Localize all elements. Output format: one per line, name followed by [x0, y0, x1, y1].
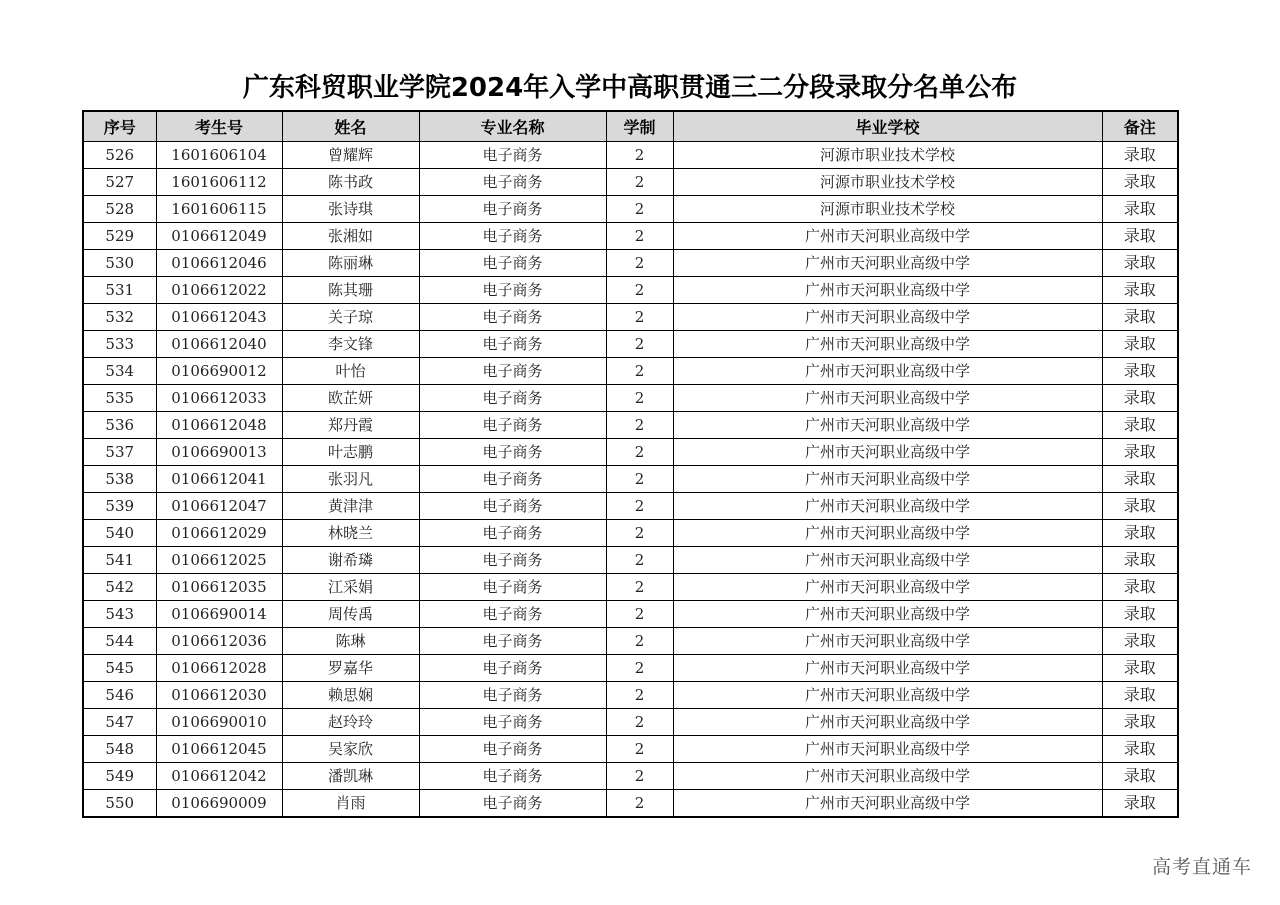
cell-name: 林晓兰: [282, 520, 419, 547]
cell-exam-no: 0106612042: [156, 763, 282, 790]
cell-years: 2: [606, 304, 673, 331]
cell-name: 叶怡: [282, 358, 419, 385]
cell-years: 2: [606, 574, 673, 601]
cell-seq: 539: [83, 493, 156, 520]
cell-seq: 538: [83, 466, 156, 493]
cell-seq: 547: [83, 709, 156, 736]
table-row: [83, 736, 1178, 763]
cell-seq: 544: [83, 628, 156, 655]
cell-name: 陈丽琳: [282, 250, 419, 277]
cell-school: 广州市天河职业高级中学: [673, 736, 1102, 763]
table-row: [83, 277, 1178, 304]
cell-note: 录取: [1102, 736, 1178, 763]
cell-note: 录取: [1102, 223, 1178, 250]
cell-name: 赖思娴: [282, 682, 419, 709]
cell-exam-no: 0106690014: [156, 601, 282, 628]
table-row: [83, 223, 1178, 250]
cell-exam-no: 0106612040: [156, 331, 282, 358]
cell-seq: 534: [83, 358, 156, 385]
cell-major: 电子商务: [419, 682, 606, 709]
cell-exam-no: 0106690009: [156, 790, 282, 818]
cell-seq: 548: [83, 736, 156, 763]
cell-note: 录取: [1102, 250, 1178, 277]
cell-seq: 530: [83, 250, 156, 277]
table-body: [83, 142, 1178, 818]
cell-years: 2: [606, 277, 673, 304]
cell-seq: 531: [83, 277, 156, 304]
cell-note: 录取: [1102, 601, 1178, 628]
cell-seq: 541: [83, 547, 156, 574]
cell-note: 录取: [1102, 142, 1178, 169]
table-row: [83, 574, 1178, 601]
cell-major: 电子商务: [419, 547, 606, 574]
table-row: [83, 493, 1178, 520]
cell-school: 河源市职业技术学校: [673, 169, 1102, 196]
table-row: [83, 790, 1178, 818]
cell-school: 河源市职业技术学校: [673, 196, 1102, 223]
cell-seq: 526: [83, 142, 156, 169]
column-header-note: 备注: [1102, 111, 1178, 142]
cell-years: 2: [606, 790, 673, 818]
cell-years: 2: [606, 412, 673, 439]
cell-seq: 532: [83, 304, 156, 331]
cell-major: 电子商务: [419, 331, 606, 358]
cell-years: 2: [606, 142, 673, 169]
cell-exam-no: 0106612035: [156, 574, 282, 601]
cell-seq: 550: [83, 790, 156, 818]
cell-school: 广州市天河职业高级中学: [673, 466, 1102, 493]
cell-exam-no: 0106612048: [156, 412, 282, 439]
table-row: [83, 547, 1178, 574]
cell-major: 电子商务: [419, 385, 606, 412]
cell-major: 电子商务: [419, 304, 606, 331]
cell-seq: 536: [83, 412, 156, 439]
cell-exam-no: 0106612046: [156, 250, 282, 277]
cell-note: 录取: [1102, 655, 1178, 682]
cell-school: 广州市天河职业高级中学: [673, 385, 1102, 412]
cell-note: 录取: [1102, 547, 1178, 574]
cell-years: 2: [606, 682, 673, 709]
cell-name: 黄津津: [282, 493, 419, 520]
admission-list-table: [82, 110, 1179, 818]
cell-major: 电子商务: [419, 196, 606, 223]
cell-note: 录取: [1102, 385, 1178, 412]
cell-exam-no: 0106612029: [156, 520, 282, 547]
cell-note: 录取: [1102, 574, 1178, 601]
table-row: [83, 358, 1178, 385]
cell-note: 录取: [1102, 790, 1178, 818]
cell-seq: 542: [83, 574, 156, 601]
cell-exam-no: 1601606104: [156, 142, 282, 169]
cell-major: 电子商务: [419, 466, 606, 493]
cell-school: 广州市天河职业高级中学: [673, 304, 1102, 331]
table-row: [83, 655, 1178, 682]
cell-name: 张羽凡: [282, 466, 419, 493]
cell-exam-no: 0106612041: [156, 466, 282, 493]
cell-years: 2: [606, 601, 673, 628]
cell-note: 录取: [1102, 466, 1178, 493]
cell-years: 2: [606, 709, 673, 736]
cell-name: 陈其珊: [282, 277, 419, 304]
cell-note: 录取: [1102, 169, 1178, 196]
cell-school: 广州市天河职业高级中学: [673, 412, 1102, 439]
cell-school: 广州市天河职业高级中学: [673, 655, 1102, 682]
table-row: [83, 439, 1178, 466]
cell-school: 广州市天河职业高级中学: [673, 709, 1102, 736]
cell-major: 电子商务: [419, 250, 606, 277]
cell-name: 张湘如: [282, 223, 419, 250]
cell-exam-no: 1601606115: [156, 196, 282, 223]
cell-years: 2: [606, 439, 673, 466]
watermark: 高考直通车: [1151, 856, 1252, 878]
cell-exam-no: 0106690013: [156, 439, 282, 466]
cell-exam-no: 0106612047: [156, 493, 282, 520]
table-row: [83, 196, 1178, 223]
cell-note: 录取: [1102, 628, 1178, 655]
cell-note: 录取: [1102, 304, 1178, 331]
cell-name: 陈琳: [282, 628, 419, 655]
cell-major: 电子商务: [419, 223, 606, 250]
cell-school: 广州市天河职业高级中学: [673, 277, 1102, 304]
cell-years: 2: [606, 466, 673, 493]
cell-name: 吴家欣: [282, 736, 419, 763]
document-title: 广东科贸职业学院2024年入学中高职贯通三二分段录取分名单公布: [242, 73, 1018, 103]
cell-years: 2: [606, 223, 673, 250]
cell-note: 录取: [1102, 682, 1178, 709]
cell-name: 叶志鹏: [282, 439, 419, 466]
cell-note: 录取: [1102, 520, 1178, 547]
cell-major: 电子商务: [419, 763, 606, 790]
cell-years: 2: [606, 385, 673, 412]
cell-seq: 549: [83, 763, 156, 790]
table-row: [83, 385, 1178, 412]
cell-note: 录取: [1102, 709, 1178, 736]
cell-school: 广州市天河职业高级中学: [673, 790, 1102, 818]
cell-years: 2: [606, 763, 673, 790]
cell-exam-no: 0106612022: [156, 277, 282, 304]
cell-name: 李文锋: [282, 331, 419, 358]
cell-years: 2: [606, 196, 673, 223]
cell-exam-no: 0106612045: [156, 736, 282, 763]
table-row: [83, 142, 1178, 169]
cell-exam-no: 0106612049: [156, 223, 282, 250]
cell-major: 电子商务: [419, 655, 606, 682]
cell-note: 录取: [1102, 358, 1178, 385]
table-row: [83, 709, 1178, 736]
cell-note: 录取: [1102, 196, 1178, 223]
cell-years: 2: [606, 493, 673, 520]
column-header-major: 专业名称: [419, 111, 606, 142]
cell-school: 广州市天河职业高级中学: [673, 763, 1102, 790]
cell-note: 录取: [1102, 331, 1178, 358]
cell-seq: 529: [83, 223, 156, 250]
cell-major: 电子商务: [419, 520, 606, 547]
cell-years: 2: [606, 169, 673, 196]
cell-school: 广州市天河职业高级中学: [673, 547, 1102, 574]
cell-name: 郑丹霞: [282, 412, 419, 439]
cell-major: 电子商务: [419, 574, 606, 601]
table-row: [83, 304, 1178, 331]
cell-school: 广州市天河职业高级中学: [673, 574, 1102, 601]
cell-years: 2: [606, 250, 673, 277]
cell-school: 广州市天河职业高级中学: [673, 223, 1102, 250]
cell-school: 广州市天河职业高级中学: [673, 358, 1102, 385]
cell-exam-no: 0106690010: [156, 709, 282, 736]
cell-major: 电子商务: [419, 628, 606, 655]
cell-note: 录取: [1102, 493, 1178, 520]
cell-exam-no: 0106612043: [156, 304, 282, 331]
cell-seq: 537: [83, 439, 156, 466]
cell-seq: 535: [83, 385, 156, 412]
cell-seq: 540: [83, 520, 156, 547]
table-row: [83, 763, 1178, 790]
cell-years: 2: [606, 628, 673, 655]
cell-years: 2: [606, 736, 673, 763]
cell-major: 电子商务: [419, 601, 606, 628]
table-row: [83, 250, 1178, 277]
cell-note: 录取: [1102, 277, 1178, 304]
cell-name: 潘凯琳: [282, 763, 419, 790]
cell-name: 张诗琪: [282, 196, 419, 223]
column-header-school: 毕业学校: [673, 111, 1102, 142]
cell-seq: 543: [83, 601, 156, 628]
table-row: [83, 466, 1178, 493]
cell-school: 广州市天河职业高级中学: [673, 439, 1102, 466]
cell-exam-no: 0106612025: [156, 547, 282, 574]
cell-name: 曾耀辉: [282, 142, 419, 169]
cell-school: 广州市天河职业高级中学: [673, 331, 1102, 358]
cell-name: 欧芷妍: [282, 385, 419, 412]
cell-major: 电子商务: [419, 709, 606, 736]
cell-name: 关子琼: [282, 304, 419, 331]
cell-years: 2: [606, 520, 673, 547]
cell-school: 广州市天河职业高级中学: [673, 682, 1102, 709]
table-header-row: [83, 111, 1178, 142]
cell-major: 电子商务: [419, 493, 606, 520]
cell-major: 电子商务: [419, 412, 606, 439]
cell-school: 广州市天河职业高级中学: [673, 493, 1102, 520]
column-header-seq: 序号: [83, 111, 156, 142]
table-row: [83, 331, 1178, 358]
cell-exam-no: 0106690012: [156, 358, 282, 385]
cell-school: 广州市天河职业高级中学: [673, 601, 1102, 628]
table-row: [83, 682, 1178, 709]
cell-exam-no: 0106612033: [156, 385, 282, 412]
cell-name: 谢希璘: [282, 547, 419, 574]
cell-years: 2: [606, 655, 673, 682]
column-header-name: 姓名: [282, 111, 419, 142]
table-row: [83, 601, 1178, 628]
table-row: [83, 412, 1178, 439]
table-row: [83, 520, 1178, 547]
column-header-exam-no: 考生号: [156, 111, 282, 142]
cell-years: 2: [606, 547, 673, 574]
cell-note: 录取: [1102, 763, 1178, 790]
cell-note: 录取: [1102, 439, 1178, 466]
cell-major: 电子商务: [419, 142, 606, 169]
cell-name: 周传禹: [282, 601, 419, 628]
cell-major: 电子商务: [419, 790, 606, 818]
cell-exam-no: 1601606112: [156, 169, 282, 196]
table-row: [83, 169, 1178, 196]
cell-years: 2: [606, 358, 673, 385]
cell-name: 陈书政: [282, 169, 419, 196]
cell-exam-no: 0106612028: [156, 655, 282, 682]
cell-major: 电子商务: [419, 736, 606, 763]
cell-major: 电子商务: [419, 277, 606, 304]
cell-exam-no: 0106612036: [156, 628, 282, 655]
cell-note: 录取: [1102, 412, 1178, 439]
cell-seq: 527: [83, 169, 156, 196]
cell-name: 江采娟: [282, 574, 419, 601]
cell-school: 河源市职业技术学校: [673, 142, 1102, 169]
cell-seq: 546: [83, 682, 156, 709]
cell-name: 肖雨: [282, 790, 419, 818]
cell-seq: 545: [83, 655, 156, 682]
cell-name: 赵玲玲: [282, 709, 419, 736]
cell-seq: 528: [83, 196, 156, 223]
cell-years: 2: [606, 331, 673, 358]
cell-major: 电子商务: [419, 169, 606, 196]
cell-exam-no: 0106612030: [156, 682, 282, 709]
column-header-years: 学制: [606, 111, 673, 142]
cell-major: 电子商务: [419, 439, 606, 466]
cell-name: 罗嘉华: [282, 655, 419, 682]
cell-major: 电子商务: [419, 358, 606, 385]
cell-seq: 533: [83, 331, 156, 358]
table-row: [83, 628, 1178, 655]
cell-school: 广州市天河职业高级中学: [673, 520, 1102, 547]
cell-school: 广州市天河职业高级中学: [673, 628, 1102, 655]
cell-school: 广州市天河职业高级中学: [673, 250, 1102, 277]
